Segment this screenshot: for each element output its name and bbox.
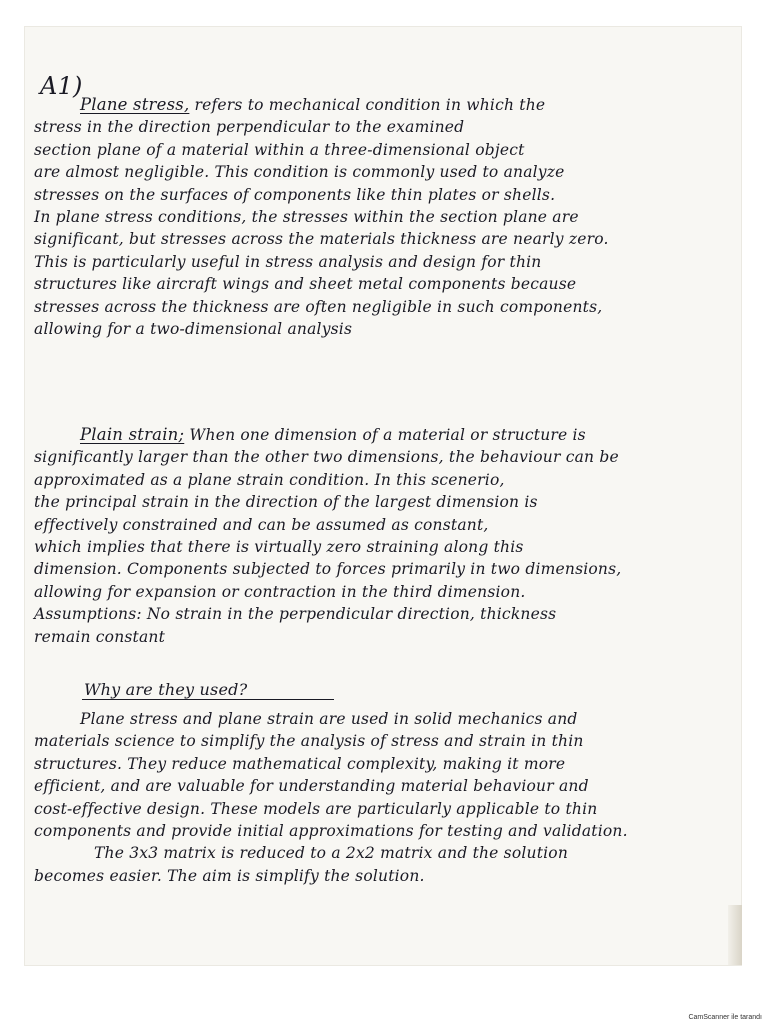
question-underline: [82, 699, 334, 700]
paragraph-line: Plain strain; When one dimension of a material or structure is: [80, 425, 586, 444]
paragraph-line: are almost negligible. This condition is commonly used to analyze: [34, 163, 565, 182]
paragraph-line: stresses on the surfaces of components like thin plates or shells.: [34, 185, 556, 204]
paragraph-line: efficient, and are valuable for understanding material behaviour and: [34, 777, 589, 796]
paragraph-line: significantly larger than the other two dimensions, the behaviour can be: [34, 448, 619, 467]
paragraph-line: becomes easier. The aim is simplify the solution.: [34, 866, 425, 885]
paragraph-line: dimension. Components subjected to forces primarily in two dimensions,: [34, 560, 622, 579]
paragraph-line: structures. They reduce mathematical complexity, making it more: [34, 754, 566, 773]
paragraph-line: Assumptions: No strain in the perpendicular direction, thickness: [34, 605, 557, 624]
paragraph-line: approximated as a plane strain condition. In this scenerio,: [34, 470, 505, 489]
plane-stress-term: Plane stress,: [80, 95, 190, 114]
paragraph-line: This is particularly useful in stress analysis and design for thin: [34, 252, 542, 271]
paragraph-line: The 3x3 matrix is reduced to a 2x2 matrix and the solution: [94, 844, 569, 863]
paragraph-line: significant, but stresses across the materials thickness are nearly zero.: [34, 230, 609, 249]
paragraph-line: allowing for expansion or contraction in the third dimension.: [34, 582, 526, 601]
paper-edge-shadow: [728, 905, 742, 965]
paragraph-line: Plane stress, refers to mechanical condition in which the: [80, 95, 546, 114]
paragraph-line: which implies that there is virtually zero straining along this: [34, 537, 524, 556]
why-used-paragraph: [34, 708, 734, 887]
paragraph-line: stress in the direction perpendicular to the examined: [34, 118, 465, 137]
plain-strain-term: Plain strain;: [80, 425, 185, 444]
paragraph-line: In plane stress conditions, the stresses within the section plane are: [34, 207, 579, 226]
paragraph-line: remain constant: [34, 627, 166, 646]
paragraph-line: materials science to simplify the analysis of stress and strain in thin: [34, 732, 584, 751]
scanner-watermark: CamScanner ile tarandı: [688, 1014, 762, 1021]
why-used-question: Why are they used?: [84, 680, 248, 699]
paragraph-line: cost-effective design. These models are particularly applicable to thin: [34, 799, 598, 818]
paragraph-line: structures like aircraft wings and sheet metal components because: [34, 275, 577, 294]
question-number-heading: A1): [40, 72, 83, 100]
paragraph-line: section plane of a material within a three-dimensional object: [34, 140, 525, 159]
plain-strain-paragraph: [34, 424, 734, 648]
paragraph-line: components and provide initial approximations for testing and validation.: [34, 821, 628, 840]
paragraph-line: stresses across the thickness are often negligible in such components,: [34, 297, 603, 316]
paragraph-line: the principal strain in the direction of the largest dimension is: [34, 493, 538, 512]
plane-stress-paragraph: [34, 94, 734, 340]
paragraph-line: Plane stress and plane strain are used in solid mechanics and: [80, 710, 578, 728]
paragraph-line: effectively constrained and can be assumed as constant,: [34, 515, 489, 534]
paragraph-line: allowing for a two-dimensional analysis: [34, 319, 353, 338]
